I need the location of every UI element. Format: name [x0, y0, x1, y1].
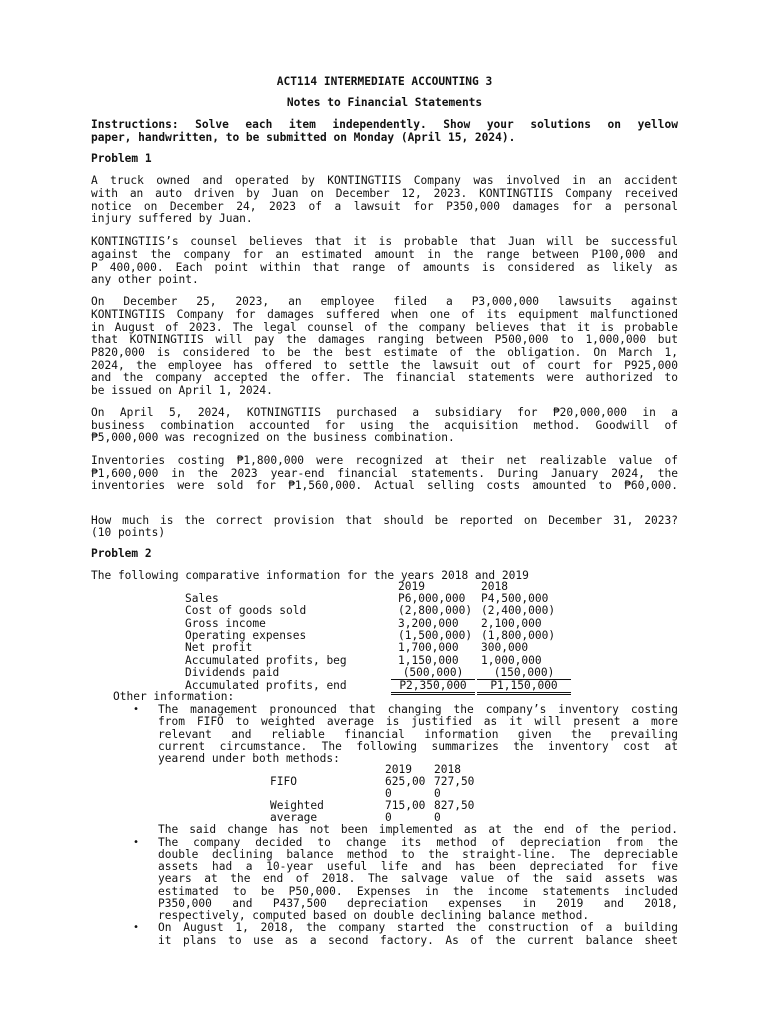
bullet-line: double declining balance method to the straight-line. The depreciable — [158, 848, 678, 861]
instructions-line: Instructions: Solve each item independently. Show your solutions on yellow — [91, 118, 678, 131]
bullet-line: it plans to use as a second factory. As of the current balance sheet — [158, 934, 678, 947]
paragraph-line: that KOTNINGTIIS will pay the damages ranging between P500,000 to 1,000,000 but — [91, 333, 678, 346]
table-cell-2018: (150,000) — [477, 667, 571, 680]
other-information-label: Other information: — [113, 690, 235, 703]
bullet-line: assets had a 10-year useful life and has been depreciated for five — [158, 860, 678, 873]
paragraph-line: A truck owned and operated by KONTINGTIIS Company was involved in an accident — [91, 174, 678, 187]
question-line: How much is the correct provision that should be reported on December 31, 2023? — [91, 514, 678, 527]
paragraph-line: P 400,000. Each point within that range of amounts is considered as likely as — [91, 261, 678, 274]
bullet-line: The company decided to change its method of depreciation from the — [158, 836, 678, 849]
bullet-line: current circumstance. The following summarizes the inventory cost at — [158, 740, 678, 753]
paragraph-line: P820,000 is considered to be the best estimate of the obligation. On March 1, — [91, 346, 678, 359]
paragraph-line: KONTINGTIIS’s counsel believes that it is probable that Juan will be successful — [91, 235, 678, 248]
weighted-average-label: Weighted — [270, 799, 324, 812]
bullet-icon: • — [133, 922, 140, 933]
inventory-cell: 827,50 — [434, 799, 475, 812]
table-cell-2018: 2,100,000 — [481, 617, 542, 630]
inventory-cell: 0 — [434, 811, 441, 824]
paragraph-line: ₱5,000,000 was recognized on the business combination. — [91, 431, 455, 444]
bullet-icon: • — [133, 837, 140, 848]
paragraph-line: ₱1,600,000 in the 2023 year-end financial statements. During January 2024, the — [91, 467, 678, 480]
table-cell-2019: 1,150,000 — [398, 654, 459, 667]
table-row-label: Dividends paid — [185, 666, 280, 679]
paragraph-line: with an auto driven by Juan on December 12, 2023. KONTINGTIIS Company received — [91, 187, 678, 200]
bullet-line: The management pronounced that changing the company’s inventory costing — [158, 703, 678, 716]
bullet-line: relevant and reliable financial information given the prevailing — [158, 728, 678, 741]
table-cell-2018: (2,400,000) — [481, 604, 556, 617]
bullet-line: On August 1, 2018, the company started the construction of a building — [158, 921, 678, 934]
inventory-cell: 0 — [434, 787, 441, 800]
inventory-cell: 0 — [385, 811, 392, 824]
paragraph-line: On December 25, 2023, an employee filed a P3,000,000 lawsuits against — [91, 295, 678, 308]
table-row-label: Cost of goods sold — [185, 604, 307, 617]
bullet-line: years at the end of 2018. The salvage value of the said assets was — [158, 872, 678, 885]
table-cell-2019: (500,000) — [391, 667, 475, 680]
table-cell-2018: (1,800,000) — [481, 629, 556, 642]
table-row-label: Net profit — [185, 641, 253, 654]
paragraph-line: On April 5, 2024, KOTNINGTIIS purchased a subsidiary for ₱20,000,000 in a — [91, 406, 678, 419]
paragraph-line: in August of 2023. The legal counsel of the company believes that it is probable — [91, 321, 678, 334]
inventory-cell: 0 — [385, 787, 392, 800]
table-cell-2019: 1,700,000 — [398, 641, 459, 654]
inventory-year-2018: 2018 — [434, 763, 461, 776]
table-cell-2019: P2,350,000 — [391, 680, 475, 695]
table-cell-2018: P4,500,000 — [481, 592, 549, 605]
bullet-line: The said change has not been implemented as at the end of the period. — [158, 823, 678, 836]
fifo-label: FIFO — [270, 775, 297, 788]
paragraph-line: against the company for an estimated amount in the range between P100,000 and — [91, 248, 678, 261]
bullet-icon: • — [133, 704, 140, 715]
paragraph-line: notice on December 24, 2023 of a lawsuit for P350,000 damages for a personal — [91, 200, 678, 213]
document-subtitle: Notes to Financial Statements — [286, 96, 483, 109]
paragraph-line: any other point. — [91, 273, 199, 286]
inventory-cell: 727,50 — [434, 775, 475, 788]
table-cell-2019: (2,800,000) — [398, 604, 473, 617]
paragraph-line: 2024, the employee has offered to settle the lawsuit out of court for P925,000 — [91, 359, 678, 372]
table-cell-2018: P1,150,000 — [477, 680, 571, 695]
bullet-line: from FIFO to weighted average is justified as it will present a more — [158, 715, 678, 728]
inventory-cell: 715,00 — [385, 799, 426, 812]
table-cell-2018: 300,000 — [481, 641, 529, 654]
table-cell-2019: 3,200,000 — [398, 617, 459, 630]
instructions-line: paper, handwritten, to be submitted on Monday (April 15, 2024). — [91, 131, 516, 144]
inventory-cell: 625,00 — [385, 775, 426, 788]
paragraph-line: KONTINGTIIS Company for damages suffered when one of its equipment malfunctioned — [91, 308, 678, 321]
course-title: ACT114 INTERMEDIATE ACCOUNTING 3 — [276, 75, 493, 88]
table-row-label: Accumulated profits, beg — [185, 654, 347, 667]
table-row-label: Gross income — [185, 617, 266, 630]
bullet-line: P350,000 and P437,500 depreciation expenses in 2019 and 2018, — [158, 897, 678, 910]
bullet-line: yearend under both methods: — [158, 752, 340, 765]
question-line: (10 points) — [91, 526, 166, 539]
weighted-average-label: average — [270, 811, 318, 824]
paragraph-line: inventories were sold for ₱1,560,000. Actual selling costs amounted to ₱60,000. — [91, 479, 678, 492]
table-row-label: Sales — [185, 592, 219, 605]
bullet-line: respectively, computed based on double declining balance method. — [158, 909, 590, 922]
year-header-2018: 2018 — [481, 580, 508, 593]
paragraph-line: business combination accounted for using the acquisition method. Goodwill of — [91, 419, 678, 432]
paragraph-line: and the company accepted the offer. The financial statements were authorized to — [91, 371, 678, 384]
paragraph-line: be issued on April 1, 2024. — [91, 384, 273, 397]
table-row-label: Operating expenses — [185, 629, 307, 642]
paragraph-line: Inventories costing ₱1,800,000 were recognized at their net realizable value of — [91, 454, 678, 467]
inventory-year-2019: 2019 — [385, 763, 412, 776]
table-cell-2019: P6,000,000 — [398, 592, 466, 605]
problem-2-heading: Problem 2 — [91, 547, 152, 560]
year-header-2019: 2019 — [398, 580, 425, 593]
problem-1-heading: Problem 1 — [91, 152, 152, 165]
table-row-label: Accumulated profits, end — [185, 679, 347, 692]
table-cell-2018: 1,000,000 — [481, 654, 542, 667]
table-cell-2019: (1,500,000) — [398, 629, 473, 642]
paragraph-line: injury suffered by Juan. — [91, 212, 253, 225]
bullet-line: estimated to be P50,000. Expenses in the income statements included — [158, 885, 678, 898]
problem-2-intro: The following comparative information for the years 2018 and 2019 — [91, 569, 529, 582]
